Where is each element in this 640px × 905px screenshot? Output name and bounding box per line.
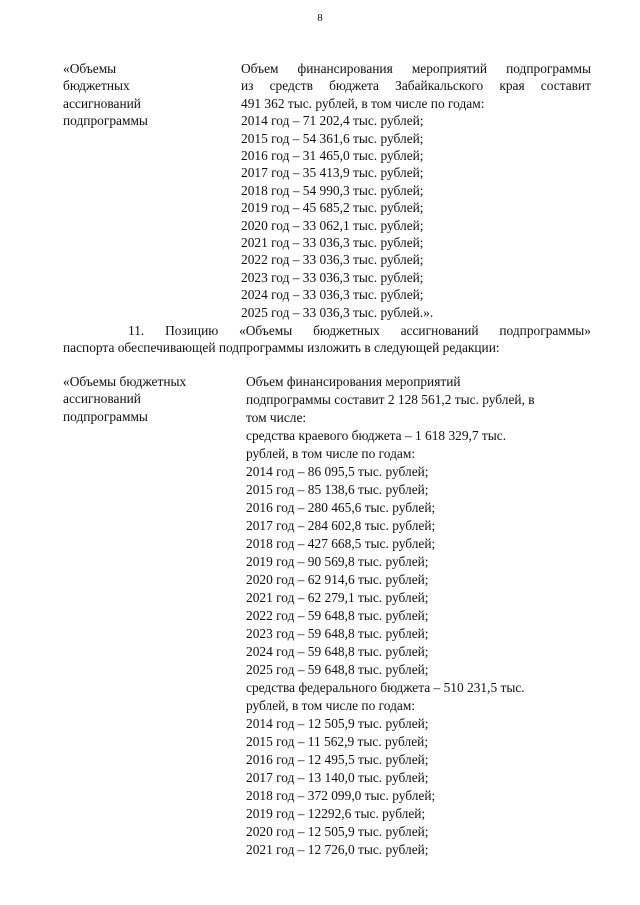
block1-label	[63, 60, 233, 130]
block2-content-line: том числе:	[246, 410, 307, 425]
block1-year-line: 2020 год – 33 062,1 тыс. рублей;	[241, 217, 424, 233]
block1-intro-line: Объем финансирования мероприятий подпрограммы	[241, 61, 591, 76]
block2-content-line: подпрограммы составит 2 128 561,2 тыс. рублей, в	[246, 392, 535, 407]
block2-content-line: рублей, в том числе по годам:	[246, 698, 416, 713]
block2-label-line: ассигнований	[63, 391, 141, 407]
block2-content-line: 2015 год – 11 562,9 тыс. рублей;	[246, 734, 429, 749]
paragraph-11-line: 11. Позицию «Объемы бюджетных ассигнований подпрограммы»	[128, 323, 591, 338]
block2-content-line: 2024 год – 59 648,8 тыс. рублей;	[246, 644, 429, 659]
block1-intro-line: 491 362 тыс. рублей, в том числе по годам:	[241, 95, 485, 111]
block2-content-line: 2015 год – 85 138,6 тыс. рублей;	[246, 482, 429, 497]
block2-content-line: средства федерального бюджета – 510 231,5 тыс.	[246, 680, 525, 695]
block1-year-line: 2021 год – 33 036,3 тыс. рублей;	[241, 235, 424, 251]
block1-year-line: 2023 год – 33 036,3 тыс. рублей;	[241, 269, 424, 285]
block1-year-line: 2024 год – 33 036,3 тыс. рублей;	[241, 287, 424, 303]
block2-content-line: 2014 год – 86 095,5 тыс. рублей;	[246, 464, 429, 479]
block2-content-line: 2016 год – 280 465,6 тыс. рублей;	[246, 500, 436, 515]
block2-content-line: 2014 год – 12 505,9 тыс. рублей;	[246, 716, 429, 731]
block1-year-line: 2018 год – 54 990,3 тыс. рублей;	[241, 182, 424, 198]
block2-content-line: 2023 год – 59 648,8 тыс. рублей;	[246, 626, 429, 641]
block2-content-line: 2022 год – 59 648,8 тыс. рублей;	[246, 608, 429, 623]
block1-year-line: 2019 год – 45 685,2 тыс. рублей;	[241, 200, 424, 216]
block2-content-line: 2018 год – 372 099,0 тыс. рублей;	[246, 788, 436, 803]
block2-content-line: 2019 год – 90 569,8 тыс. рублей;	[246, 554, 429, 569]
block2-label	[63, 373, 243, 425]
block1-label-line: «Объемы	[63, 61, 117, 76]
paragraph-11-line: паспорта обеспечивающей подпрограммы изложить в следующей редакции:	[63, 340, 500, 356]
block2-content-line: 2019 год – 12292,6 тыс. рублей;	[246, 806, 426, 821]
block1-label-line: бюджетных	[63, 78, 130, 94]
block2-content	[246, 373, 591, 859]
block1-year-list	[241, 112, 591, 321]
block1-label-line: ассигнований	[63, 95, 141, 111]
page-number: 8	[317, 12, 323, 24]
paragraph-11	[63, 322, 591, 357]
block1-intro-line: из средств бюджета Забайкальского края составит	[241, 78, 591, 94]
block2-content-line: 2018 год – 427 668,5 тыс. рублей;	[246, 536, 436, 551]
block1-year-line: 2022 год – 33 036,3 тыс. рублей;	[241, 252, 424, 268]
block1-year-line: 2025 год – 33 036,3 тыс. рублей.».	[241, 304, 434, 320]
block2-content-line: 2020 год – 12 505,9 тыс. рублей;	[246, 824, 429, 839]
block1-year-line: 2017 год – 35 413,9 тыс. рублей;	[241, 165, 424, 181]
block2-content-line: 2021 год – 12 726,0 тыс. рублей;	[246, 842, 429, 857]
block2-content-line: средства краевого бюджета – 1 618 329,7 тыс.	[246, 428, 507, 443]
block1-year-line: 2015 год – 54 361,6 тыс. рублей;	[241, 130, 424, 146]
block2-content-line: 2017 год – 13 140,0 тыс. рублей;	[246, 770, 429, 785]
block1-label-line: подпрограммы	[63, 113, 148, 129]
block2-content-line: 2016 год – 12 495,5 тыс. рублей;	[246, 752, 429, 767]
block2-content-line: 2020 год – 62 914,6 тыс. рублей;	[246, 572, 429, 587]
block2-content-line: 2021 год – 62 279,1 тыс. рублей;	[246, 590, 429, 605]
block2-content-line: рублей, в том числе по годам:	[246, 446, 416, 461]
block1-year-line: 2016 год – 31 465,0 тыс. рублей;	[241, 148, 424, 164]
block1-content	[241, 60, 591, 321]
block2-content-line: 2017 год – 284 602,8 тыс. рублей;	[246, 518, 436, 533]
block2-content-line: 2025 год – 59 648,8 тыс. рублей;	[246, 662, 429, 677]
block2-label-line: «Объемы бюджетных	[63, 374, 187, 389]
block2-content-line: Объем финансирования мероприятий	[246, 374, 461, 389]
block2-label-line: подпрограммы	[63, 408, 148, 424]
block1-year-line: 2014 год – 71 202,4 тыс. рублей;	[241, 113, 424, 129]
